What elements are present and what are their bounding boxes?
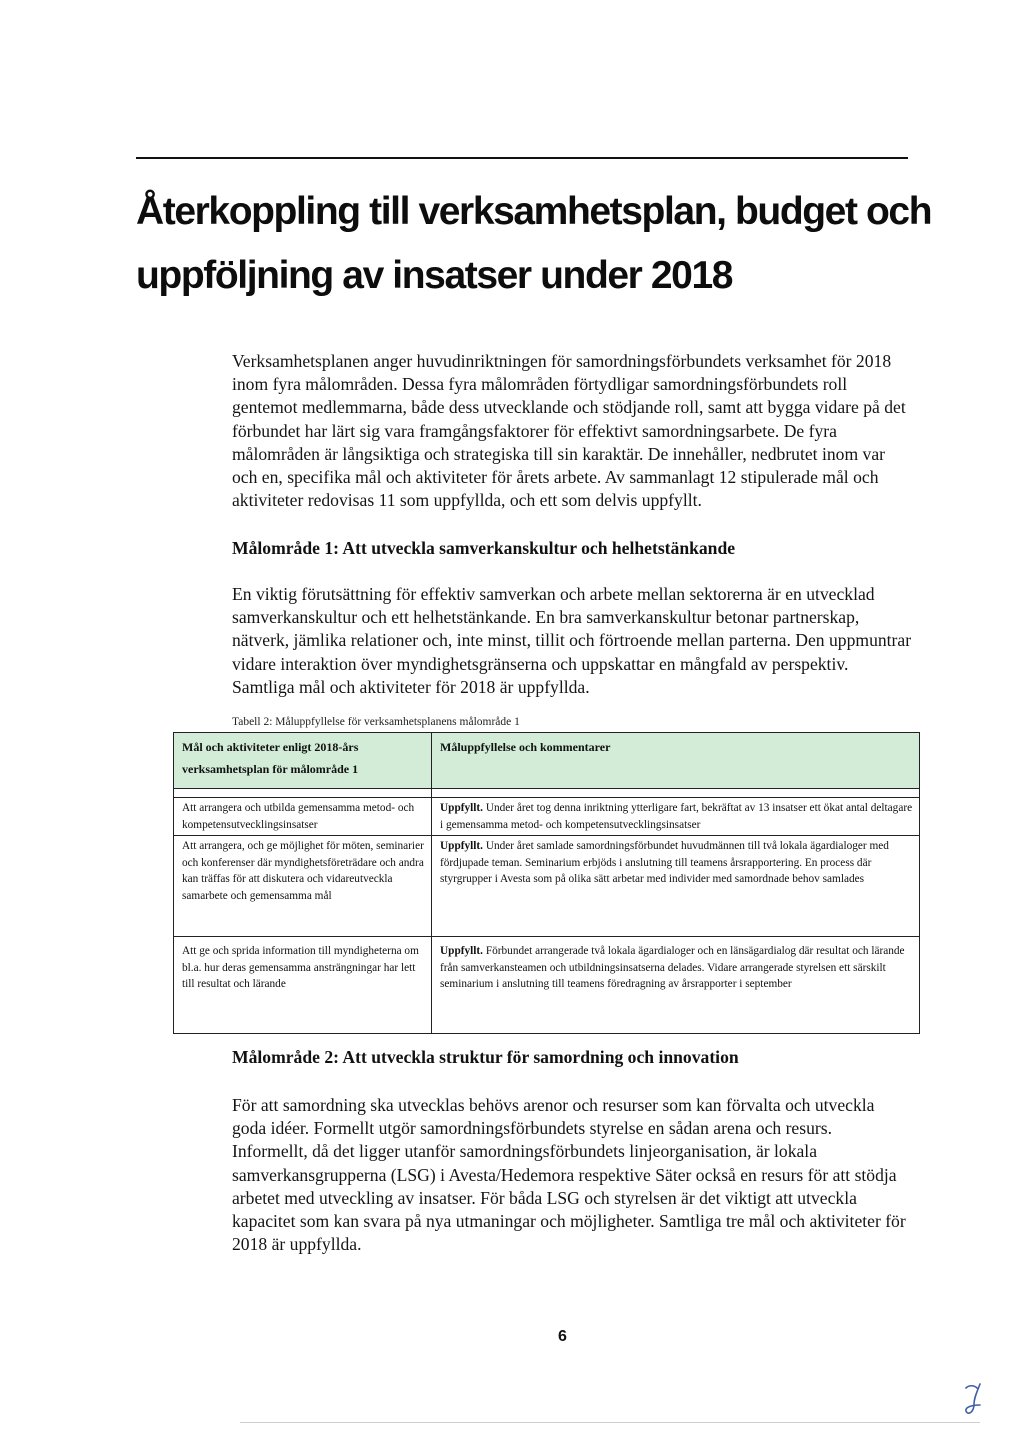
handwritten-initials-icon xyxy=(960,1378,990,1418)
comment-cell xyxy=(432,937,920,1034)
goals-table xyxy=(173,732,920,1034)
comment-text: Förbundet arrangerade två lokala ägardialoger och en länsägardialog där resultat och lärande från samverkansteamen och utbildningsinsatserna delades. Vidare arrangerade styrelsen ett särskilt seminarium i anslutning till teamens föredragning av årsrapporter i september xyxy=(440,945,905,990)
goal-cell: Att ge och sprida information till myndigheterna om bl.a. hur deras gemensamma ansträngningar har lett till resultat och lärande xyxy=(174,937,432,1034)
comment-text: Under året samlade samordningsförbundet huvudmännen till två lokala ägardialoger med fördjupade teman. Seminarium erbjöds i anslutning till teamens årsrapportering. En process där styrgrupper i Avesta som på olika sätt arbetar med individer med samordnade behov samlades xyxy=(440,840,889,885)
page-number: 6 xyxy=(558,1328,567,1345)
table-spacer-row xyxy=(174,789,920,798)
page-title xyxy=(136,180,936,308)
page-title-line-2: uppföljning av insatser under 2018 xyxy=(136,254,733,297)
header-fulfilment: Måluppfyllelse och kommentarer xyxy=(432,733,920,789)
section-2-body: För att samordning ska utvecklas behövs arenor och resurser som kan förvalta och utveckla goda idéer. Formellt utgör samordningsförbundets styrelse en sådan arena och resurs. Informellt, då det ligger utanför samordningsförbundets linjeorganisation, är lokala samverkansgrupperna (LSG) i Avesta/Hedemora respektive Säter också en resurs för att stödja arbetet med utveckling av insatser. För båda LSG och styrelsen är det viktigt att utveckla kapacitet som kan svara på nya utmaningar och möjligheter. Samtliga tre mål och aktiviteter för 2018 är uppfyllda. xyxy=(232,1095,906,1255)
intro-paragraph: Verksamhetsplanen anger huvudinriktningen för samordningsförbundets verksamhet för 2018 inom fyra målområden. Dessa fyra målområden förtydligar samordningsförbundets roll gentemot medlemmarna, både dess utvecklande och stödjande roll, samt att bygga vidare på det förbundet har lärt sig vara framgångsfaktorer för effektivt samordningsarbete. De fyra målområden är långsiktiga och strategiska till sin karaktär. De innehåller, nedbrutet inom var och en, specifika mål och aktiviteter för årets arbete. Av sammanlagt 12 stipulerade mål och aktiviteter redovisas 11 som uppfyllda, och ett som delvis uppfyllt. xyxy=(232,351,906,511)
bottom-edge-line xyxy=(240,1422,980,1423)
status-label: Uppfyllt. xyxy=(440,802,483,814)
comment-cell xyxy=(432,836,920,937)
goal-cell: Att arrangera, och ge möjlighet för möten, seminarier och konferenser där myndighetsföreträdare och andra kan träffas för att diskutera och vidareutveckla samarbete och gemensamma mål xyxy=(174,836,432,937)
section-1-heading: Målområde 1: Att utveckla samverkanskultur och helhetstänkande xyxy=(232,538,736,558)
comment-cell xyxy=(432,798,920,836)
table-row xyxy=(174,836,920,937)
section-1-body: En viktig förutsättning för effektiv samverkan och arbete mellan sektorerna är en utvecklad samverkanskultur och ett helhetstänkande. En bra samverkanskultur betonar partnerskap, nätverk, jämlika relationer och, inte minst, tillit och förtroende mellan parterna. Den uppmuntrar vidare interaktion över myndighetsgränserna och uppskattar en mångfald av perspektiv. Samtliga mål och aktiviteter för 2018 är uppfyllda. xyxy=(232,584,912,697)
table-row xyxy=(174,798,920,836)
page-title-line-1: Återkoppling till verksamhetsplan, budget och xyxy=(136,190,932,233)
table-caption: Tabell 2: Måluppfyllelse för verksamhetsplanens målområde 1 xyxy=(232,716,520,728)
status-label: Uppfyllt. xyxy=(440,840,483,852)
table-header-row xyxy=(174,733,920,789)
header-goals: Mål och aktiviteter enligt 2018-års verksamhetsplan för målområde 1 xyxy=(174,733,432,789)
header-rule xyxy=(136,157,908,159)
section-2-heading: Målområde 2: Att utveckla struktur för samordning och innovation xyxy=(232,1047,739,1067)
comment-text: Under året tog denna inriktning ytterligare fart, bekräftat av 13 insatser ett ökat antal deltagare i gemensamma metod- och kompetensutvecklingsinsatser xyxy=(440,802,913,831)
table-row xyxy=(174,937,920,1034)
status-label: Uppfyllt. xyxy=(440,945,483,957)
goal-cell: Att arrangera och utbilda gemensamma metod- och kompetensutvecklingsinsatser xyxy=(174,798,432,836)
